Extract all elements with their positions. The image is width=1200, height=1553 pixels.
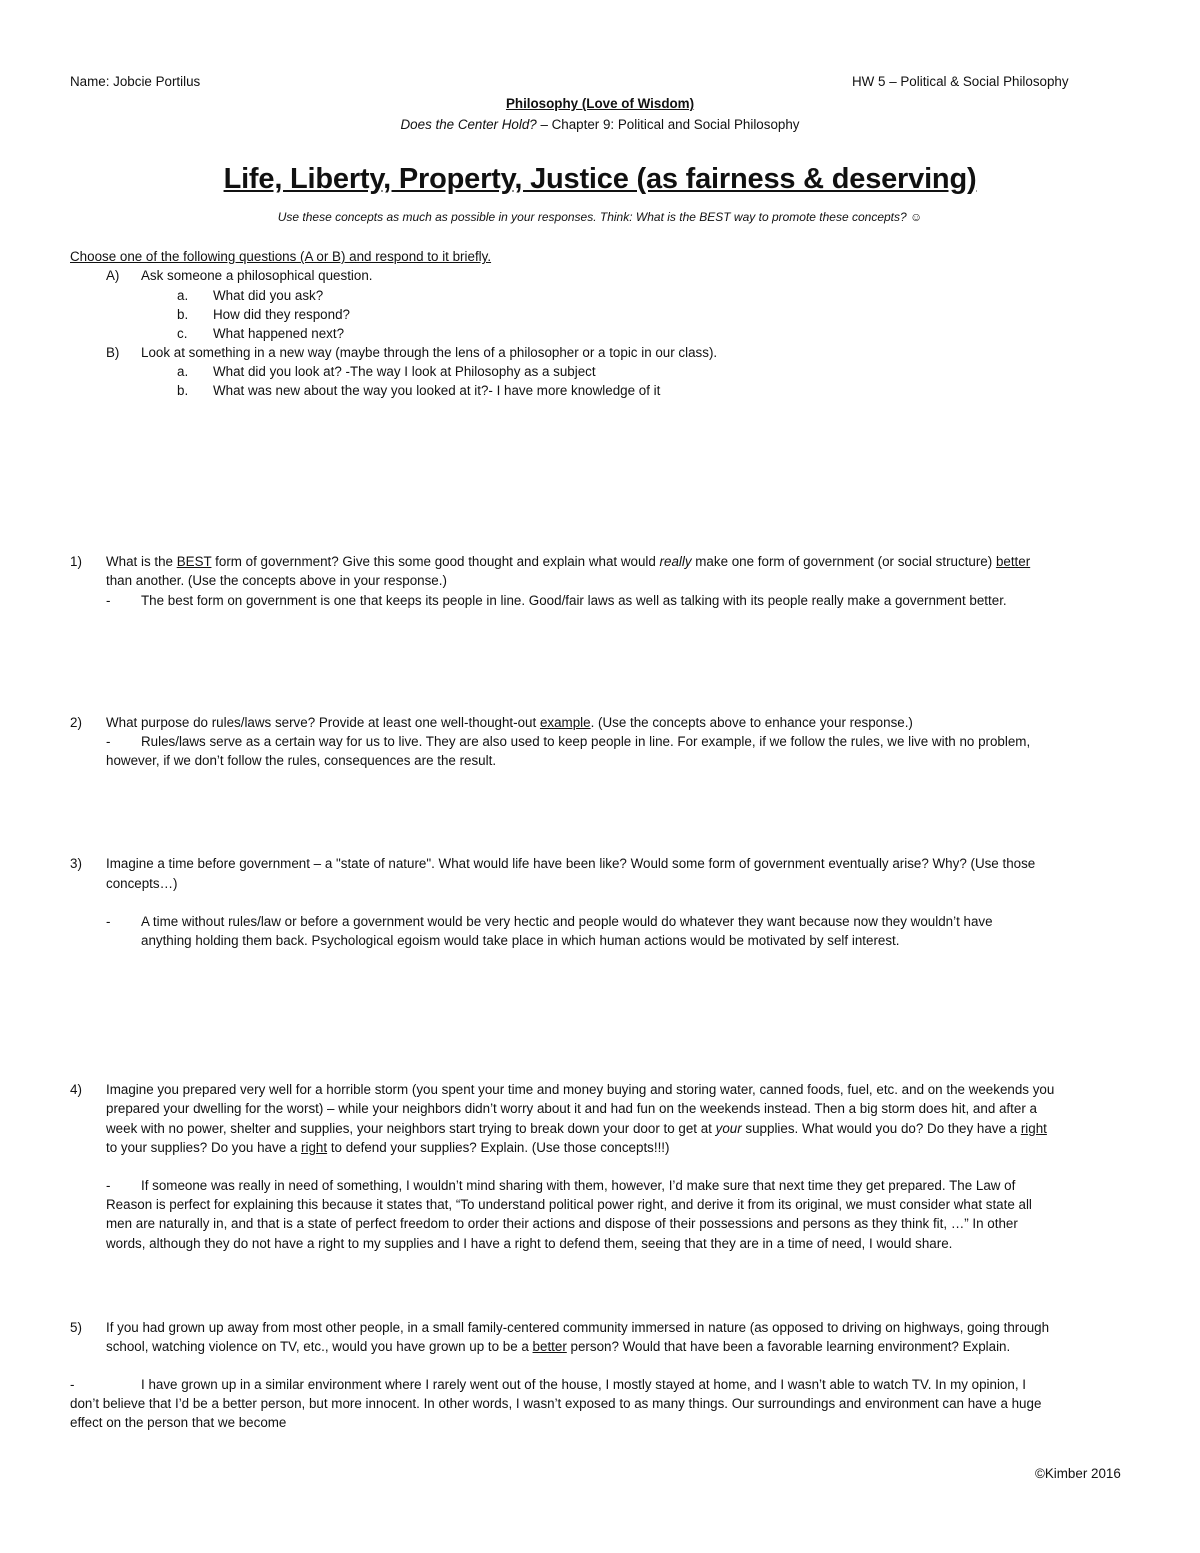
q4-text-part: to defend your supplies? Explain. (Use those concepts!!!) [327, 1140, 670, 1155]
option-a-sub-text: What did you ask? [213, 288, 324, 303]
student-name: Name: Jobcie Portilus [70, 74, 201, 89]
answer-2-dash: - [106, 734, 111, 749]
question-1-line [106, 554, 1030, 569]
answer-1-dash: - [106, 593, 111, 608]
question-4-number: 4) [70, 1082, 82, 1097]
answer-2-line-1: Rules/laws serve as a certain way for us to live. They are also used to keep people in line. For example, if we follow the rules, we live with no problem, [141, 734, 1031, 749]
answer-4-line-3: men are naturally in, and that is a state of perfect freedom to order their actions and dispose of their possessions and persons as they think fit, …” In other [106, 1216, 1018, 1231]
answer-3-dash: - [106, 914, 111, 929]
answer-5-line-2: don’t believe that I’d be a better person, but more innocent. In other words, I wasn’t exposed to as many things. Our surroundings and environment can have a huge [70, 1396, 1042, 1411]
question-5-line-1: If you had grown up away from most other people, in a small family-centered community immersed in nature (as opposed to driving on highways, going through [106, 1320, 1050, 1335]
option-a-sub-marker: a. [177, 288, 189, 303]
question-4-line-1: Imagine you prepared very well for a horrible storm (you spent your time and money buying and storing water, canned foods, fuel, etc. and on the weekends you [106, 1082, 1055, 1097]
choice-intro: Choose one of the following questions (A or B) and respond to it briefly. [70, 249, 492, 264]
answer-5-dash: - [70, 1377, 75, 1392]
answer-4-line-1: If someone was really in need of something, I wouldn’t mind sharing with them, however, I’d make sure that next time they get prepared. The Law of [141, 1178, 1016, 1193]
q2-text-part: What purpose do rules/laws serve? Provide at least one well-thought-out [106, 715, 540, 730]
answer-5-line-3: effect on the person that we become [70, 1415, 287, 1430]
main-heading: Life, Liberty, Property, Justice (as fairness & deserving) [223, 163, 977, 195]
book-line [0, 117, 1200, 132]
option-a-sub-marker: c. [177, 326, 188, 341]
q1-really-emphasis: really [659, 554, 692, 569]
q4-right-emphasis: right [301, 1140, 328, 1155]
option-b-sub-text: What was new about the way you looked at it?- I have more knowledge of it [213, 383, 661, 398]
option-b-marker: B) [106, 345, 120, 360]
q1-better-emphasis: better [995, 554, 1031, 569]
question-2-line [106, 715, 913, 730]
question-5-line-2 [106, 1339, 1010, 1354]
q5-text-part: person? Would that have been a favorable learning environment? Explain. [566, 1339, 1011, 1354]
q1-text-part: form of government? Give this some good thought and explain what would [211, 554, 660, 569]
q4-your-emphasis: your [715, 1121, 742, 1136]
homework-title: HW 5 – Political & Social Philosophy [852, 74, 1069, 89]
answer-2-line-2: however, if we don’t follow the rules, consequences are the result. [106, 753, 497, 768]
book-title: Does the Center Hold? [400, 117, 537, 132]
q4-text-part: supplies. What would you do? Do they have a [741, 1121, 1021, 1136]
q1-text-part: What is the [106, 554, 177, 569]
question-1-number: 1) [70, 554, 82, 569]
q4-text-part: week with no power, shelter and supplies, your neighbors start trying to break down your door to get at [106, 1121, 716, 1136]
option-a-sub-text: How did they respond? [213, 307, 350, 322]
q5-text-part: school, watching violence on TV, etc., would you have grown up to be a [106, 1339, 533, 1354]
question-5-number: 5) [70, 1320, 82, 1335]
course-title: Philosophy (Love of Wisdom) [505, 96, 695, 111]
question-4-line-2: prepared your dwelling for the worst) – while your neighbors didn’t worry about it and had fun on the weekends instead. Then a big storm does hit, and after a [106, 1101, 1037, 1116]
option-b-sub-text: What did you look at? -The way I look at Philosophy as a subject [213, 364, 596, 379]
q1-best-emphasis: BEST [176, 554, 212, 569]
answer-4-line-4: words, although they do not have a right to my supplies and I have a right to defend them, seeing that they are in a time of need, I would share. [106, 1236, 953, 1251]
q5-better-emphasis: better [532, 1339, 567, 1354]
question-3-line-2: concepts…) [106, 876, 178, 891]
answer-3-line-2: anything holding them back. Psychological egoism would take place in which human actions would be motivated by self interest. [141, 933, 900, 948]
option-a-marker: A) [106, 268, 120, 283]
q2-text-part: . (Use the concepts above to enhance your response.) [590, 715, 913, 730]
option-a-text: Ask someone a philosophical question. [141, 268, 373, 283]
question-2-number: 2) [70, 715, 82, 730]
q4-text-part: to your supplies? Do you have a [106, 1140, 302, 1155]
answer-1: The best form on government is one that keeps its people in line. Good/fair laws as well as talking with its people really make a government better. [141, 593, 1007, 608]
answer-4-line-2: Reason is perfect for explaining this because it states that, “To understand political power right, and derive it from its original, we must consider what state all [106, 1197, 1032, 1212]
option-a-sub-text: What happened next? [213, 326, 345, 341]
question-4-line-3 [106, 1121, 1047, 1136]
option-a-sub-marker: b. [177, 307, 189, 322]
question-3-line-1: Imagine a time before government – a "state of nature". What would life have been like? Would some form of government eventually arise? Why? (Use those [106, 856, 1036, 871]
answer-3-line-1: A time without rules/law or before a government would be very hectic and people would do whatever they want because now they wouldn’t have [141, 914, 993, 929]
option-b-sub-marker: b. [177, 383, 189, 398]
q2-example-emphasis: example [539, 715, 591, 730]
copyright: ©Kimber 2016 [1035, 1466, 1121, 1481]
option-b-text: Look at something in a new way (maybe through the lens of a philosopher or a topic in our class). [141, 345, 718, 360]
chapter-title: – Chapter 9: Political and Social Philosophy [536, 117, 800, 132]
question-1-line-2: than another. (Use the concepts above in your response.) [106, 573, 447, 588]
answer-5-line-1: I have grown up in a similar environment where I rarely went out of the house, I mostly stayed at home, and I wasn’t able to watch TV. In my opinion, I [141, 1377, 1026, 1392]
q4-right-emphasis: right [1020, 1121, 1047, 1136]
question-4-line-4 [106, 1140, 670, 1155]
question-3-number: 3) [70, 856, 82, 871]
q1-text-part: make one form of government (or social structure) [691, 554, 996, 569]
option-b-sub-marker: a. [177, 364, 189, 379]
answer-4-dash: - [106, 1178, 111, 1193]
instruction-line: Use these concepts as much as possible in your responses. Think: What is the BEST way to promote these concepts? ☺ [277, 210, 923, 224]
